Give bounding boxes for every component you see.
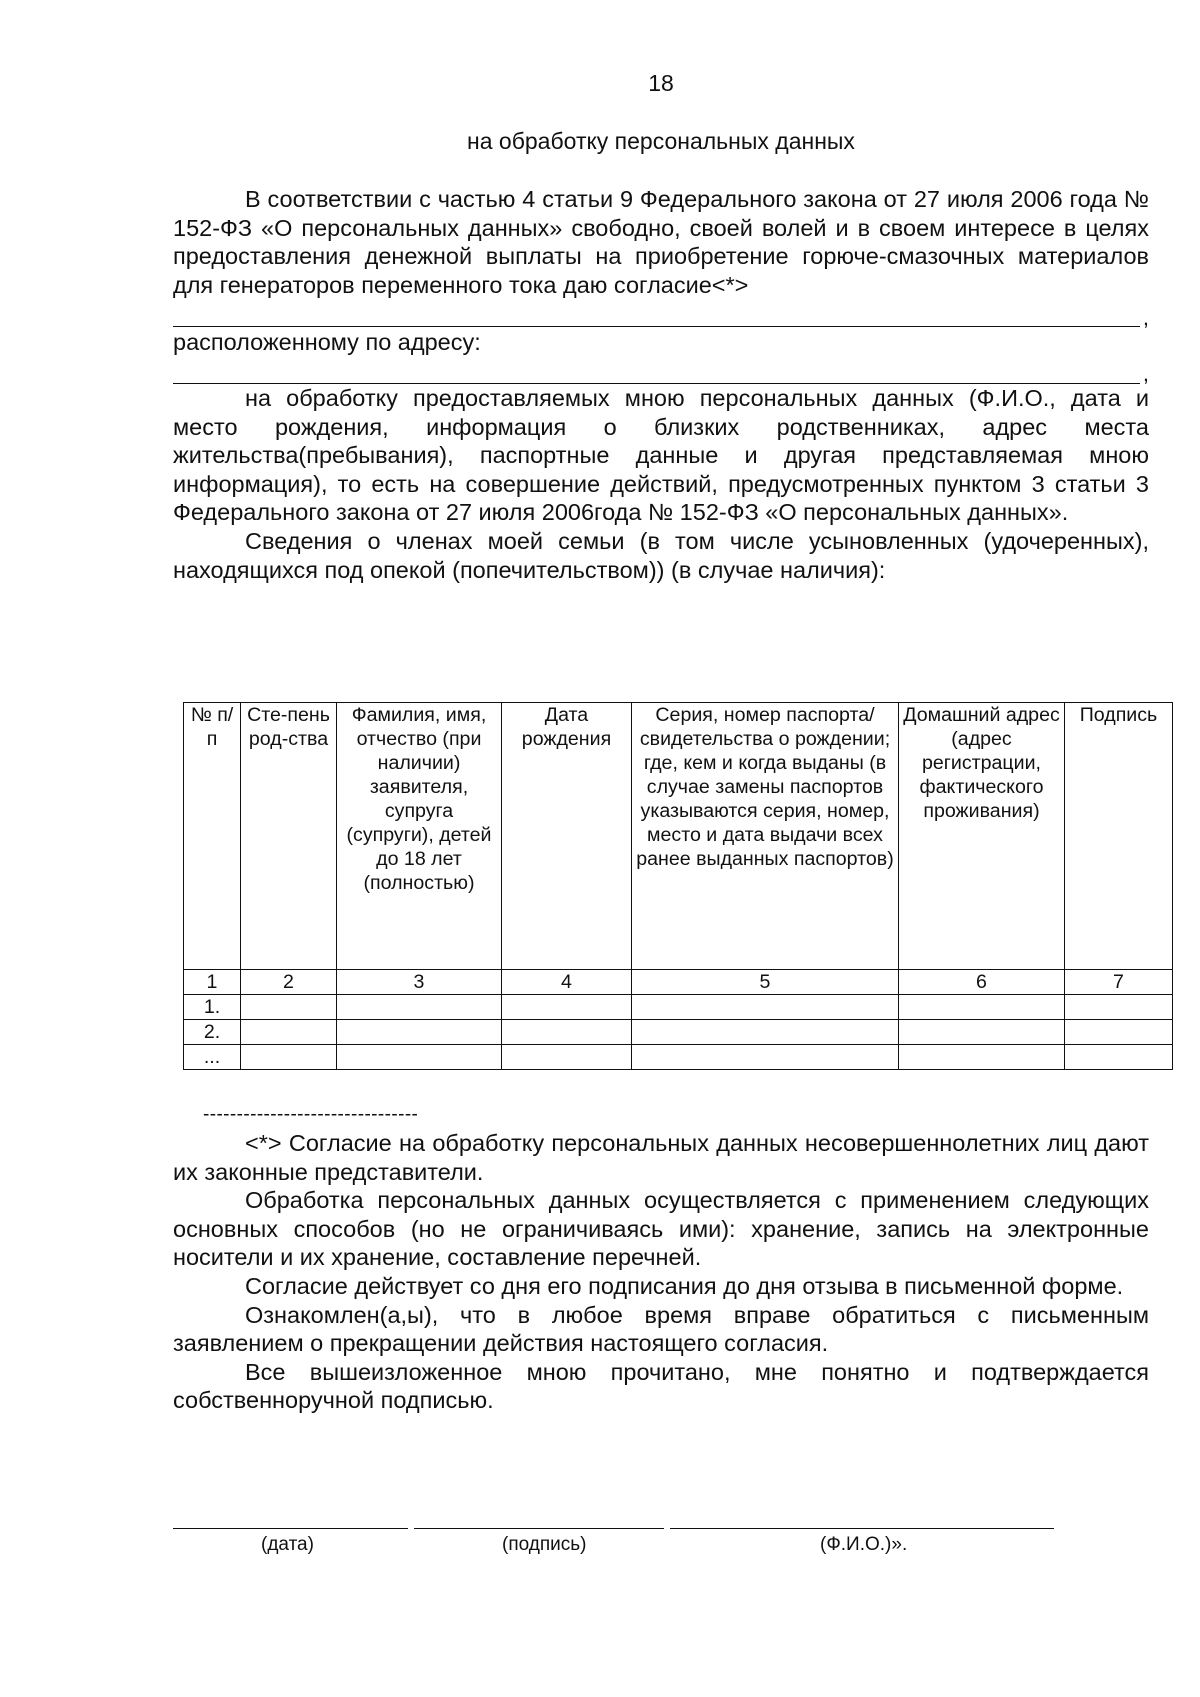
page-number: 18	[648, 70, 674, 96]
column-number: 2	[241, 970, 337, 995]
header-kinship: Сте-пень род-ства	[241, 703, 337, 970]
address-label: расположенному по адресу:	[173, 329, 481, 356]
empty-cell[interactable]	[1065, 1020, 1173, 1045]
validity-paragraph: Согласие действует со дня его подписания до дня отзыва в письменной форме.	[245, 1272, 1124, 1299]
intro-paragraph: В соответствии с частью 4 статьи 9 Федерального закона от 27 июля 2006 года № 152-ФЗ «О персональных данных» свободно, своей волей и в своем интересе в целях предоставления денежной выплаты на приобретение горюче-смазочных материалов для генераторов переменного тока даю согласие<*>	[173, 186, 1149, 298]
empty-cell[interactable]	[337, 1020, 502, 1045]
header-birth-date: Дата рождения	[502, 703, 632, 970]
address-line-comma: ,	[1142, 361, 1149, 387]
empty-cell[interactable]	[899, 1020, 1065, 1045]
header-full-name: Фамилия, имя, отчество (при наличии) заявителя, супруга (супруги), детей до 18 лет (полностью)	[337, 703, 502, 970]
address-fill-line	[173, 357, 1149, 387]
fio-line-comma: ,	[1142, 304, 1149, 330]
empty-cell[interactable]	[337, 1045, 502, 1070]
sign-caption: (подпись)	[502, 1534, 587, 1555]
row-number: ...	[184, 1045, 241, 1070]
empty-cell[interactable]	[241, 1020, 337, 1045]
table-row	[184, 1045, 1173, 1070]
empty-cell[interactable]	[502, 995, 632, 1020]
date-caption: (дата)	[261, 1534, 314, 1555]
column-number: 3	[337, 970, 502, 995]
table-header-row	[184, 703, 1173, 970]
table-column-numbers-row	[184, 970, 1173, 995]
fio-fill-line	[173, 299, 1149, 330]
data-processing-paragraph: на обработку предоставляемых мною персональных данных (Ф.И.О., дата и место рождения, информация о близких родственниках, адрес места жительства(пребывания), паспортные данные и другая представляемая мною информация), то есть на совершение действий, предусмотренных пунктом 3 статьи 3 Федерального закона от 27 июля 2006года № 152-ФЗ «О персональных данных».	[173, 384, 1149, 526]
column-number: 7	[1065, 970, 1173, 995]
empty-cell[interactable]	[632, 995, 899, 1020]
empty-cell[interactable]	[337, 995, 502, 1020]
name-caption: (Ф.И.О.)».	[820, 1534, 908, 1555]
column-number: 6	[899, 970, 1065, 995]
name-signature-line[interactable]	[670, 1528, 1054, 1529]
header-number: № п/п	[184, 703, 241, 970]
empty-cell[interactable]	[899, 995, 1065, 1020]
family-info-paragraph: Сведения о членах моей семьи (в том числе усыновленных (удочеренных), находящихся под опекой (попечительством)) (в случае наличия):	[173, 527, 1149, 583]
column-number: 4	[502, 970, 632, 995]
empty-cell[interactable]	[1065, 995, 1173, 1020]
family-members-table	[183, 702, 1173, 1070]
empty-cell[interactable]	[241, 995, 337, 1020]
header-passport: Серия, номер паспорта/свидетельства о рождении; где, кем и когда выданы (в случае замены паспортов указываются серия, номер, место и дата выдачи всех ранее выданных паспортов)	[632, 703, 899, 970]
header-home-address: Домашний адрес (адрес регистрации, фактического проживания)	[899, 703, 1065, 970]
acknowledge-paragraph: Ознакомлен(а,ы), что в любое время вправе обратиться с письменным заявлением о прекращении действия настоящего согласия.	[173, 1301, 1149, 1357]
table-row	[184, 995, 1173, 1020]
confirm-paragraph: Все вышеизложенное мною прочитано, мне понятно и подтверждается собственноручной подписью.	[173, 1358, 1149, 1414]
date-signature-line[interactable]	[173, 1528, 408, 1529]
consent-body-lower	[173, 1129, 1149, 1415]
empty-cell[interactable]	[502, 1045, 632, 1070]
footnote-text: <*> Согласие на обработку персональных данных несовершеннолетних лиц дают их законные представители.	[173, 1130, 1149, 1185]
header-signature: Подпись	[1065, 703, 1173, 970]
empty-cell[interactable]	[632, 1020, 899, 1045]
row-number: 2.	[184, 1020, 241, 1045]
column-number: 1	[184, 970, 241, 995]
sign-signature-line[interactable]	[414, 1528, 664, 1529]
column-number: 5	[632, 970, 899, 995]
row-number: 1.	[184, 995, 241, 1020]
consent-body-upper	[173, 185, 1149, 584]
empty-cell[interactable]	[1065, 1045, 1173, 1070]
footnote-separator: --------------------------------	[203, 1104, 419, 1125]
document-heading: на обработку персональных данных	[467, 128, 855, 154]
table-row	[184, 1020, 1173, 1045]
empty-cell[interactable]	[899, 1045, 1065, 1070]
processing-paragraph: Обработка персональных данных осуществляется с применением следующих основных способов (но не ограничиваясь ими): хранение, запись на электронные носители и их хранение, составление перечней.	[173, 1187, 1149, 1271]
empty-cell[interactable]	[241, 1045, 337, 1070]
empty-cell[interactable]	[632, 1045, 899, 1070]
empty-cell[interactable]	[502, 1020, 632, 1045]
